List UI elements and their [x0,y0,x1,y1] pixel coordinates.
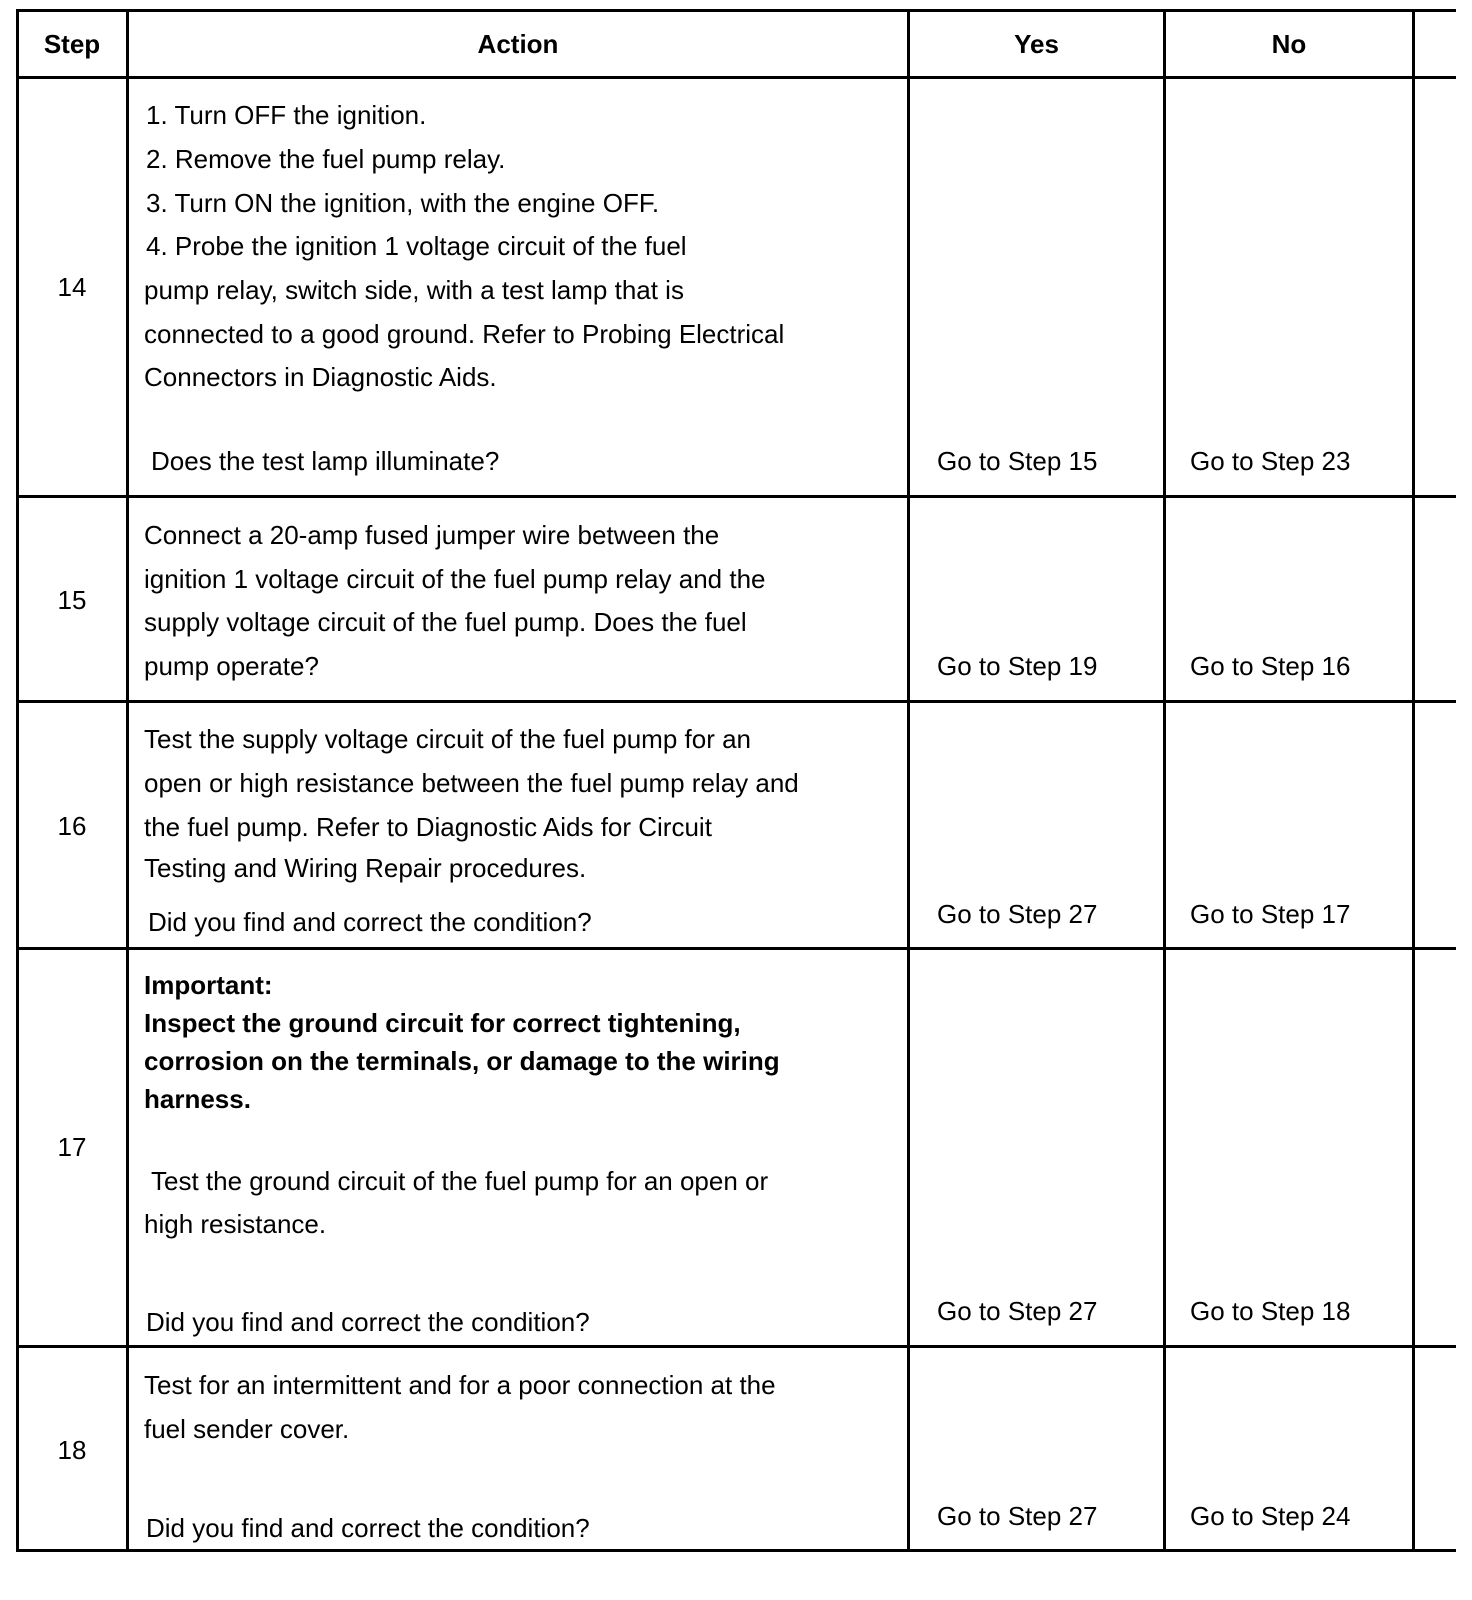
table-border-top [16,9,1456,12]
row-divider [16,495,1456,498]
action-line: Test the ground circuit of the fuel pump for an open or [151,1166,769,1196]
action-line: 4. Probe the ignition 1 voltage circuit of the fuel [146,231,687,261]
yes-outcome: Go to Step 15 [937,446,1098,476]
header-divider [16,76,1456,79]
header-no: No [1271,29,1307,59]
action-line: 1. Turn OFF the ignition. [146,100,427,130]
procedure-table [16,9,1456,1600]
action-line: pump operate? [144,651,319,681]
column-divider [126,9,129,1552]
action-line: pump relay, switch side, with a test lamp that is [144,275,684,305]
yes-outcome: Go to Step 27 [937,899,1098,929]
row-divider [16,700,1456,703]
action-line: supply voltage circuit of the fuel pump. Does the fuel [144,607,747,637]
step-number: 16 [57,811,87,841]
action-question: Does the test lamp illuminate? [151,446,500,476]
header-step: Step [43,29,101,59]
row-divider [16,947,1456,950]
column-divider [907,9,910,1552]
action-line: the fuel pump. Refer to Diagnostic Aids for Circuit [144,812,712,842]
table-border-bottom [16,1549,1456,1552]
important-note: harness. [144,1084,251,1114]
no-outcome: Go to Step 17 [1190,899,1351,929]
yes-outcome: Go to Step 27 [937,1296,1098,1326]
action-line: fuel sender cover. [144,1414,350,1444]
no-outcome: Go to Step 24 [1190,1501,1351,1531]
row-divider [16,1345,1456,1348]
action-question: Did you find and correct the condition? [146,1307,590,1337]
action-line: Test the supply voltage circuit of the fuel pump for an [144,724,752,754]
step-number: 14 [57,272,87,302]
action-question: Did you find and correct the condition? [148,907,592,937]
important-note: Inspect the ground circuit for correct tightening, [144,1008,741,1038]
action-line: Connect a 20-amp fused jumper wire between the [144,520,720,550]
action-line: Test for an intermittent and for a poor connection at the [144,1370,776,1400]
yes-outcome: Go to Step 27 [937,1501,1098,1531]
table-border-left [16,9,19,1552]
action-line: 2. Remove the fuel pump relay. [146,144,506,174]
table-border-right [1412,9,1415,1552]
action-line: connected to a good ground. Refer to Probing Electrical [144,319,785,349]
no-outcome: Go to Step 18 [1190,1296,1351,1326]
action-question: Did you find and correct the condition? [146,1513,590,1543]
no-outcome: Go to Step 16 [1190,651,1351,681]
important-note: corrosion on the terminals, or damage to the wiring [144,1046,780,1076]
header-action: Action [477,29,559,59]
yes-outcome: Go to Step 19 [937,651,1098,681]
action-line: Testing and Wiring Repair procedures. [144,853,587,883]
no-outcome: Go to Step 23 [1190,446,1351,476]
column-divider [1163,9,1166,1552]
action-line: ignition 1 voltage circuit of the fuel pump relay and the [144,564,766,594]
action-line: open or high resistance between the fuel pump relay and [144,768,799,798]
action-line: 3. Turn ON the ignition, with the engine OFF. [146,188,660,218]
step-number: 18 [57,1435,87,1465]
step-number: 15 [57,585,87,615]
action-line: high resistance. [144,1209,327,1239]
action-line: Connectors in Diagnostic Aids. [144,362,497,392]
header-yes: Yes [1014,29,1059,59]
important-label: Important: [144,970,273,1000]
step-number: 17 [57,1132,87,1162]
